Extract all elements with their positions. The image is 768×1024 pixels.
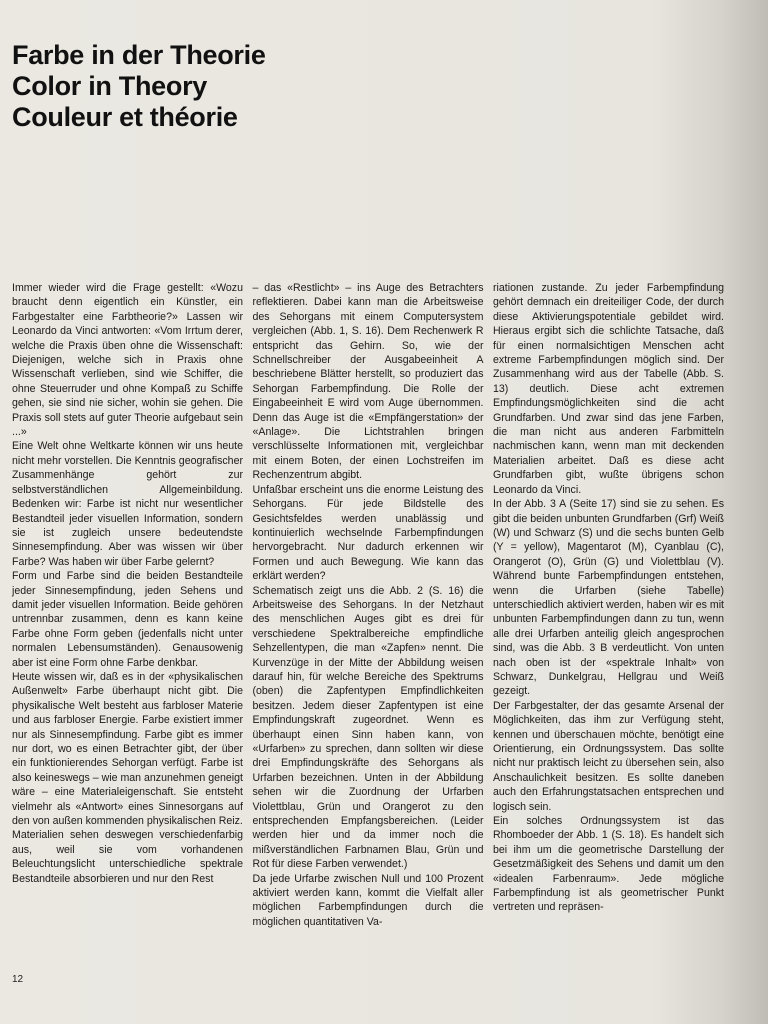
paragraph: Eine Welt ohne Weltkarte können wir uns heute nicht mehr vorstellen. Die Kenntnis geografischer Zusammenhänge gehört zur selbstverständlichen Allgemeinbildung. Bedenken wir: Farbe ist nicht nur wesentlicher Bestandteil jeder visuellen Information, sondern sie ist zugleich unsere bedeutendste Sinnesempfindung. Aber was wissen wir über Farbe? Was haben wir über Farbe gelernt? <box>12 440 243 568</box>
paragraph: Immer wieder wird die Frage gestellt: «Wozu braucht denn eigentlich ein Künstler, ein Farbgestalter eine Farbtheorie?» Lassen wir Leonardo da Vinci antworten: «Vom Irrtum derer, welche die Praxis üben ohne die Wissenschaft: Diejenigen, welche sich in Praxis ohne Wissenschaft verlieben, sind wie Schiffer, die ohne Steuerruder und ohne Kompaß zu Schiffe gehen, sie sind nie sicher, wohin sie gehen. Die Praxis soll stets auf guter Theorie aufgebaut sein ...» <box>12 282 243 439</box>
paragraph: Da jede Urfarbe zwischen Null und 100 Prozent aktiviert werden kann, kommt die Vielfalt aller möglichen Farbempfindungen durch die möglichen quantitativen Va- <box>252 872 484 928</box>
column-2 <box>253 281 484 961</box>
title-french: Couleur et théorie <box>12 102 238 132</box>
column-3 <box>493 281 724 961</box>
paragraph: Schematisch zeigt uns die Abb. 2 (S. 16) die Arbeitsweise des Sehorgans. In der Netzhaut des menschlichen Auges gibt es drei für verschiedene Spektralbereiche empfindliche Sehzellentypen, die man «Zapfen» nennt. Die Kurvenzüge in der Mitte der Abbildung weisen darauf hin, für welche Bereiche des Spektrums (oben) die Zapfentypen Empfindlichkeiten besitzen. Jedem dieser Zapfentypen ist eine Empfindungskraft zugeordnet. Wenn es überhaupt einen Sinn haben kann, von «Urfarben» zu sprechen, dann sollten wir diese drei Empfindungskräfte des Sehorgans als Urfarben bezeichnen. Unten in der Abbildung sehen wir die Zuordnung der Urfarben Violettblau, Grün und Orangerot zu den entsprechenden Empfangsbereichen. (Leider werden hier und da immer noch die mißverständlichen Farbnamen Blau, Grün und Rot für diese Farben verwendet.) <box>252 584 484 871</box>
paragraph: Form und Farbe sind die beiden Bestandteile jeder Sinnesempfindung, jeden Sehens und damit jeder visuellen Information. Beide gehören untrennbar zusammen, denn es kann keine Farbe ohne Form geben (jedenfalls nicht unter normalen Lebensumständen). Genausowenig aber ist eine Form ohne Farbe denkbar. <box>12 570 243 669</box>
paragraph: Unfaßbar erscheint uns die enorme Leistung des Sehorgans. Für jede Bildstelle des Gesichtsfeldes werden unablässig und kontinuierlich wechselnde Farbempfindungen hervorgebracht. Nur dadurch erkennen wir Formen und auch Bewegung. Wie kann das erklärt werden? <box>252 483 484 583</box>
paragraph: – das «Restlicht» – ins Auge des Betrachters reflektieren. Dabei kann man die Arbeitsweise des Sehorgans mit einem Computersystem vergleichen (Abb. 1, S. 16). Dem Rechenwerk R entspricht das Gehirn. So, wie der Schnellschreiber der Ausgabeeinheit A beschriebene Blätter herstellt, so produziert das Sehorgan Farbempfindung. Die Rolle der Eingabeeinheit E wird vom Auge übernommen. Denn das Auge ist die «Empfängerstation» der «Anlage». Die Lichtstrahlen bringen verschlüsselte Informationen mit, vergleichbar mit einem Boten, der einen Lochstreifen im Rechenzentrum abgibt. <box>252 282 484 482</box>
title-german: Farbe in der Theorie <box>12 40 266 70</box>
paragraph: Heute wissen wir, daß es in der «physikalischen Außenwelt» Farbe überhaupt nicht gibt. Die physikalische Welt besteht aus farbloser Materie und aus farbloser Energie. Farbe existiert immer nur als Sinnesempfindung. Farbe gibt es immer nur dort, wo es einen Betrachter gibt, der über ein funktionierendes Sehorgan verfügt. Farbe ist also keineswegs – wie man anzunehmen geneigt wäre – eine Materialeigenschaft. Sie entsteht vielmehr als «Antwort» eines Sinnesorgans auf den von außen kommenden physikalischen Reiz. <box>12 670 243 828</box>
paragraph: Ein solches Ordnungssystem ist das Rhomboeder der Abb. 1 (S. 18). Es handelt sich bei ihm um die geometrische Darstellung der Gesetzmäßigkeit des Sehens und damit um den «idealen Farbenraum». Jede mögliche Farbempfindung ist als geometrischer Punkt vertreten und repräsen- <box>493 815 724 914</box>
paragraph: Der Farbgestalter, der das gesamte Arsenal der Möglichkeiten, das ihm zur Verfügung steht, kennen und überschauen möchte, benötigt eine Orientierung, ein Ordnungssystem. Das sollte nicht nur praktisch leicht zu übersehen sein, also Anschaulichkeit besitzen. Es sollte daneben auch den Erfahrungstatsachen entsprechen und logisch sein. <box>493 699 724 813</box>
title-english: Color in Theory <box>12 71 208 101</box>
paragraph: Materialien sehen deswegen verschiedenfarbig aus, weil sie vom vorhandenen Beleuchtungslicht unterschiedliche spektrale Bestandteile absorbieren und nur den Rest <box>12 829 243 885</box>
column-1 <box>12 281 243 961</box>
paragraph: riationen zustande. Zu jeder Farbempfindung gehört demnach ein dreiteiliger Code, der durch diese Aktivierungspotentiale gebildet wird. Hieraus ergibt sich die schlichte Tatsache, daß für einen normalsichtigen Menschen acht extreme Farbempfindungen möglich sind. Der Zusammenhang wird aus der Tabelle (Abb. S. 13) deutlich. Diese acht extremen Empfindungsmöglichkeiten sind die acht Grundfarben. Und zwar sind das jene Farben, die man nicht aus anderen Farbmitteln nachmischen kann, wenn man mit deckenden Materialien arbeitet. Daß es diese acht Grundfarben gibt, wußte übrigens schon Leonardo da Vinci. <box>493 282 724 496</box>
body-columns <box>12 281 724 961</box>
paragraph: In der Abb. 3 A (Seite 17) sind sie zu sehen. Es gibt die beiden unbunten Grundfarben (Grf) Weiß (W) und Schwarz (S) und die sechs bunten Gelb (Y = yellow), Magentarot (M), Cyanblau (C), Orangerot (O), Grün (G) und Violettblau (V). Während bunte Farbempfindungen entstehen, wenn die Urfarben (siehe Tabelle) unterschiedlich aktiviert werden, haben wir es mit unbunten Farbempfindungen dann zu tun, wenn alle drei Urfarben anteilig gleich angesprochen sind, was die Abb. 3 B verdeutlicht. Von unten nach oben ist der «spektrale Inhalt» von Schwarz, Dunkelgrau, Hellgrau und Weiß gezeigt. <box>493 498 724 698</box>
page-number: 12 <box>12 974 24 985</box>
title-block <box>12 40 432 133</box>
